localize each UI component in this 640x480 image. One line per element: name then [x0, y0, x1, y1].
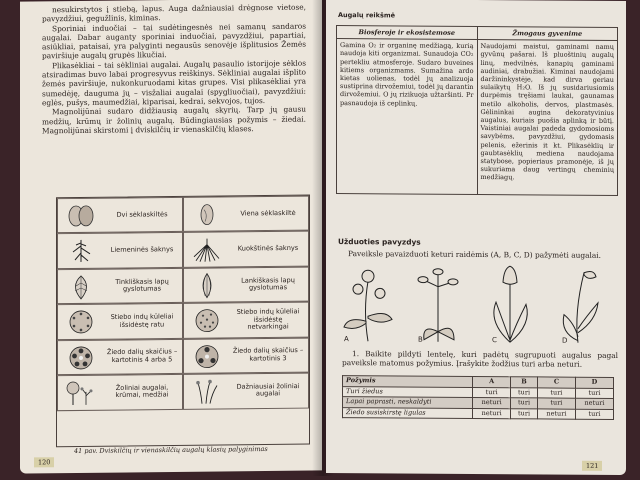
grid-cell — [57, 303, 183, 340]
grid-label: Dvi sėklaskiltės — [116, 209, 168, 219]
grid-label: Kuokštinės šaknys — [237, 243, 299, 253]
left-page — [20, 0, 322, 474]
letter-b: B — [418, 335, 423, 344]
plant-b-icon — [418, 269, 458, 342]
grid-cell — [183, 373, 309, 410]
table-cell-biosphere: Gamina O₂ ir organinę medžiagą, kurią naudoja kiti organizmai. Sunaudoja CO₂ pertekliu atmosferoje. Sudaro buveines kitiems organizmams. Sumažina ardo kietas uolienas, todėl jų analizuoja sustiprina dirvožemiui, todėl jų darantin dirvožemiui. O jų rizikuoja užtaršinti. Pr pasnaudoja iš ceplinkų. — [337, 39, 478, 195]
taproot-icon — [64, 238, 98, 264]
five-part-flower-icon — [64, 344, 98, 370]
task-text: Paveiksle pavaizduoti keturi raidėmis (A, B, C, D) pažymėti augalai. — [348, 249, 602, 260]
grid-cell — [183, 231, 309, 268]
table-header-human: Žmogaus gyvenime — [477, 27, 618, 41]
grid-cell — [183, 337, 309, 374]
paragraph-plikaseklai: Plikasėkliai – tai sėkliniai augalai. Augalų pasaulio istorijoje sėklos atsiradimas buvo labai progresyvus reiškinys. Sėkliniai augalai išplito žemės paviršiuje, nukonkuruodami kitas grupes. Visi plikasėkliai yra sumedėję, dauguma jų – visžaliai augalai (spygliuočiai), pavyzdžiui: eglės, pušys, maumedžiai, kiparisai, kedrai, sekvojos, tujos. — [42, 58, 306, 108]
page-number-right: 121 — [582, 461, 602, 471]
fill-cell: neturi — [473, 398, 511, 409]
fill-cell: turi — [511, 387, 538, 398]
fill-cell: Turi žiedus — [343, 386, 473, 398]
grid-label: Žoliniai augalai, krūmai, medžiai — [115, 383, 169, 400]
grid-label: Žiedo dalių skaičius – kartotinis 4 arba 5 — [106, 347, 178, 365]
plants-illustration — [338, 261, 618, 347]
grid-label: Stiebo indų kūleliai išsidėstę netvarkingai — [236, 307, 300, 331]
significance-table — [336, 25, 618, 196]
fill-cell: turi — [537, 398, 575, 409]
grid-cell — [57, 232, 183, 269]
net-veined-leaf-icon — [64, 274, 98, 300]
three-part-flower-icon — [190, 343, 224, 369]
grid-cell — [183, 302, 309, 339]
letter-d: D — [562, 336, 568, 345]
stem-ring-bundles-icon — [64, 309, 98, 335]
grid-cell — [57, 374, 183, 411]
grid-label: Liemeninės šaknys — [110, 245, 174, 254]
fill-cell: neturi — [473, 408, 511, 419]
grid-cell — [57, 197, 183, 234]
fill-header: A — [473, 376, 511, 387]
fill-cell: turi — [473, 387, 511, 398]
plant-c-icon — [492, 266, 527, 345]
table-cell-human: Naudojami maistui, gaminami namų gyvūnų pašarai. Iš pluoštinių augalų linų, medvilnės, kanapių gaminami audiniai, drabužiai. Kiminai naudojami daržininkystėje, kad dirva geriau sulaikytų H₂O. Iš jų susidariusiomis durpėmis tręšiami laukai, gaunamas metilo alkoholis, dervos, plastmasės. Gėlininkai augina dekoratyvinius augalus, kuriais puošia aplinką ir būtį. Vaistiniai augalai padeda gydomosioms savybėms, pavyzdžiui, gydomasis pelenis, ežerinis it kt. Plikasėklių ir gaubtasėklių mediena naudojama statybose, popieriaus pramonėje, iš jų sukuriama daug vertingų cheminių medžiagų. — [477, 40, 618, 196]
comparison-grid — [56, 195, 310, 448]
grid-cell — [57, 339, 183, 376]
fill-cell: Žiedo susiskirstę ligulas — [343, 407, 473, 419]
tree-shrub-herb-icon — [64, 380, 98, 406]
page-number-left: 120 — [34, 457, 54, 467]
fill-table — [342, 375, 614, 420]
table-title: Augalų reikšmė — [338, 11, 396, 20]
fill-cell: neturi — [537, 409, 575, 420]
question-text: 1. Baikite pildyti lentelę, kuri padėtų sugrupuoti augalus pagal paveiksle matomus požymius. Įrašykite žodžius turi arba neturi. — [342, 349, 618, 370]
fill-cell: turi — [511, 398, 538, 409]
fill-cell: neturi — [575, 398, 613, 409]
fill-cell: turi — [575, 388, 613, 399]
table-header-biosphere: Biosferoje ir ekosistemose — [337, 26, 478, 40]
grid-label: Viena sėklaskiltė — [240, 208, 296, 218]
fill-cell: turi — [511, 409, 538, 420]
fill-header: C — [537, 377, 575, 388]
plant-d-icon — [563, 271, 598, 343]
grid-label: Lankiškasis lapų gyslotumas — [241, 275, 295, 292]
paragraph-sporiniai: Sporiniai induočiai – tai sudėtingesnės nei samanų sandaros augalai. Dabar auganty sporiniai induočiai, pavyzdžiui, papartiai, asiūkliai, pataisai, yra palyginti negausūs senovėje išplitusios Žemės paviršiuje augalų grupės likučiai. — [42, 21, 306, 61]
grid-label: Tinkliškasis lapų gyslotumas — [115, 276, 169, 294]
grid-cell — [57, 268, 183, 305]
left-text-block — [42, 3, 306, 136]
grid-label: Stiebo indų kūleliai išsidėstę ratu — [110, 312, 174, 329]
task-heading: Užduoties pavyzdys — [338, 237, 421, 247]
stem-scattered-bundles-icon — [190, 308, 224, 334]
fibrous-root-icon — [190, 237, 224, 263]
paragraph-magnolijunai: Magnolijūnai sudaro didžiausią augalų skyrių. Tarp jų gausu medžių, krūmų ir žolinių augalų. Būdingiausias požymis – žiedai. Magnolijūnai skirstomi į dviskilčių ir vienaskilčių klases. — [42, 104, 306, 136]
grid-cell — [183, 196, 309, 233]
grid-label: Dažniausiai žoliniai augalai — [236, 381, 300, 398]
seed-two-cotyledon-icon — [64, 203, 98, 229]
letter-c: C — [492, 336, 497, 345]
herbaceous-plants-icon — [190, 379, 224, 405]
plant-a-icon — [344, 270, 392, 344]
parallel-veined-leaf-icon — [190, 272, 224, 298]
fill-cell: turi — [537, 388, 575, 399]
fill-cell: Lapai paprasti, neskaldyti — [343, 397, 473, 409]
paragraph-intro: nesukirstytos į stiebą, lapus. Auga dažniausiai drėgnose vietose, pavyzdžiui, gegužlinis, kiminas. — [42, 2, 306, 24]
grid-label: Žiedo dalių skaičius – kartotinis 3 — [232, 346, 304, 363]
letter-a: A — [344, 335, 349, 344]
right-page — [326, 0, 626, 475]
fill-header: Požymis — [343, 376, 473, 388]
fill-cell: turi — [575, 409, 613, 420]
figure-caption: 41 pav. Dviskilčių ir vienaskilčių augalų klasių palyginimas — [74, 444, 268, 456]
fill-header: D — [575, 377, 613, 388]
grid-cell — [183, 266, 309, 303]
fill-header: B — [511, 377, 538, 388]
seed-one-cotyledon-icon — [190, 201, 224, 227]
